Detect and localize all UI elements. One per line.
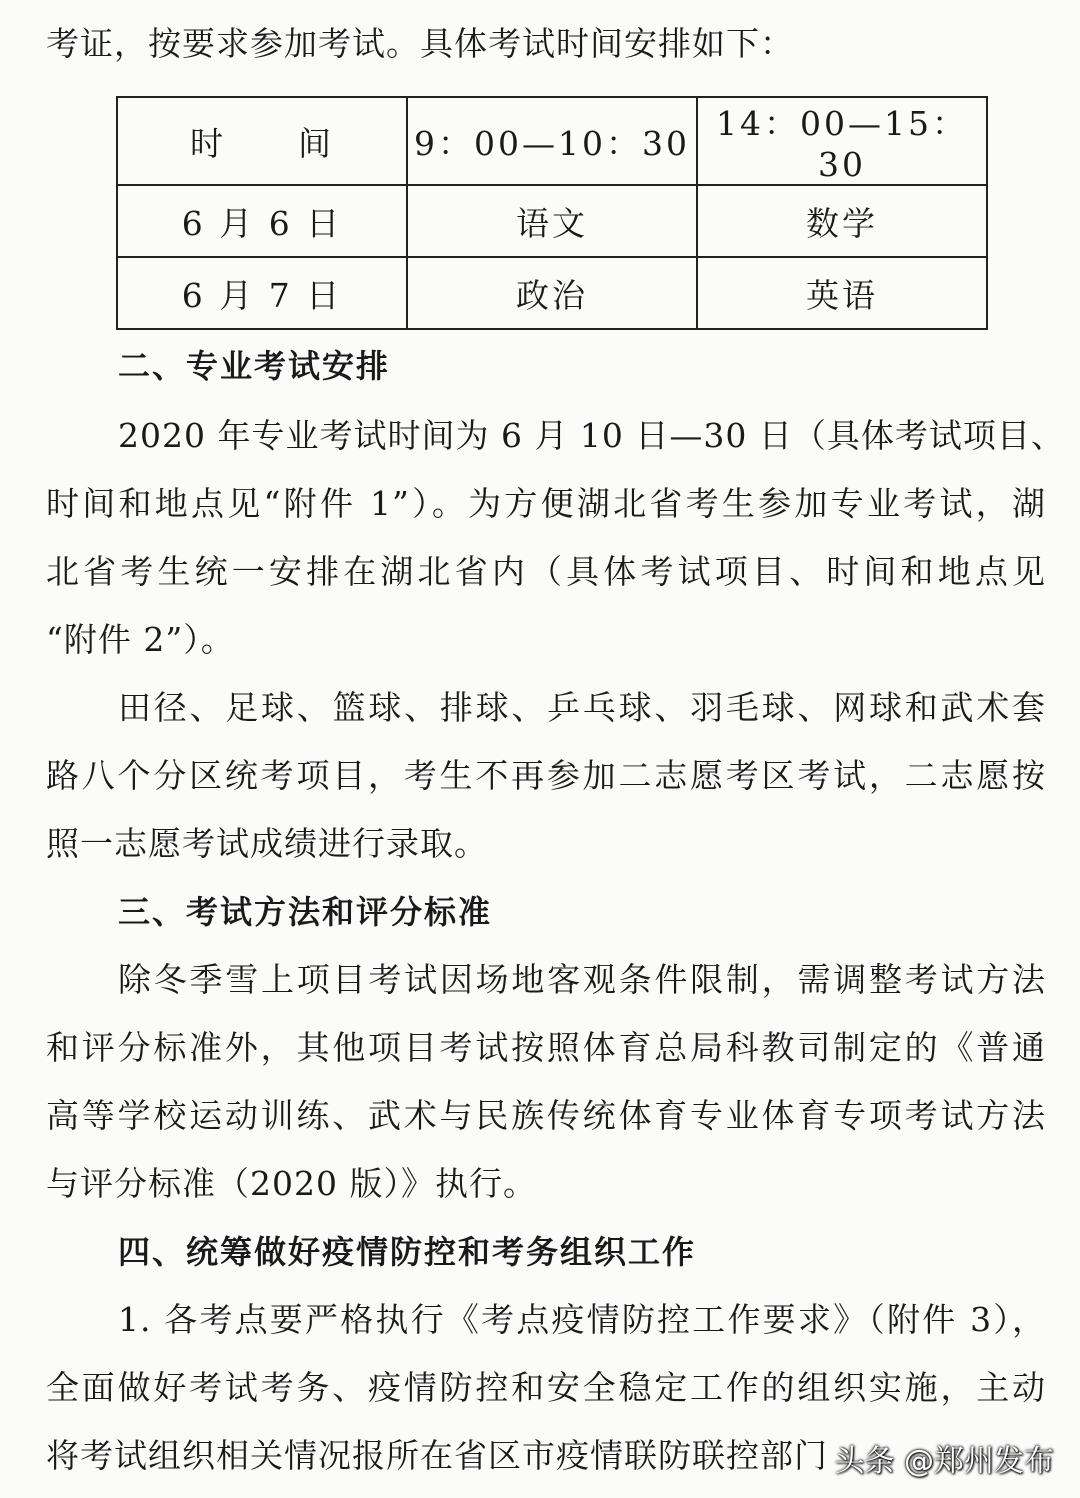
row1-date: 6 月 6 日 (117, 185, 407, 257)
paragraph-line: 田径、足球、篮球、排球、乒乓球、羽毛球、网球和武术套 (118, 688, 1046, 727)
paragraph-line: 北省考生统一安排在湖北省内（具体考试项目、时间和地点见 (46, 552, 1046, 591)
paragraph-line: 照一志愿考试成绩进行录取。 (46, 824, 488, 863)
row2-morning: 政治 (407, 257, 697, 329)
row2-date: 6 月 7 日 (117, 257, 407, 329)
table-header-row (117, 97, 987, 185)
row1-afternoon: 数学 (697, 185, 987, 257)
section-heading-2: 二、专业考试安排 (118, 347, 391, 385)
exam-schedule-table (116, 96, 988, 330)
paragraph-line: 和评分标准外，其他项目考试按照体育总局科教司制定的《普通 (46, 1028, 1046, 1067)
paragraph-line: 时间和地点见“附件 1”）。为方便湖北省考生参加专业考试，湖 (46, 484, 1046, 523)
paragraph-line: 1. 各考点要严格执行《考点疫情防控工作要求》（附件 3）， (118, 1300, 1046, 1339)
header-morning: 9：00—10：30 (407, 97, 697, 185)
paragraph-line: 全面做好考试考务、疫情防控和安全稳定工作的组织实施，主动 (46, 1368, 1046, 1407)
paragraph-line: 与评分标准（2020 版）》执行。 (46, 1164, 537, 1203)
row1-morning: 语文 (407, 185, 697, 257)
header-time: 时 间 (117, 97, 407, 185)
row2-afternoon: 英语 (697, 257, 987, 329)
watermark: 头条 @郑州发布 (834, 1444, 1054, 1479)
table-row (117, 185, 987, 257)
table-row (117, 257, 987, 329)
paragraph-line: 高等学校运动训练、武术与民族传统体育专业体育专项考试方法 (46, 1096, 1046, 1135)
paragraph-line: 将考试组织相关情况报所在省区市疫情联防联控部门 (46, 1436, 828, 1475)
section-heading-3: 三、考试方法和评分标准 (118, 893, 493, 931)
section-heading-4: 四、统筹做好疫情防控和考务组织工作 (118, 1233, 697, 1271)
paragraph-line: 2020 年专业考试时间为 6 月 10 日—30 日（具体考试项目、 (118, 416, 1065, 455)
intro-line: 考证，按要求参加考试。具体考试时间安排如下： (46, 24, 794, 63)
paragraph-line: 除冬季雪上项目考试因场地客观条件限制，需调整考试方法 (118, 960, 1046, 999)
paragraph-line: “附件 2”）。 (46, 620, 235, 659)
paragraph-line: 路八个分区统考项目，考生不再参加二志愿考区考试，二志愿按 (46, 756, 1046, 795)
header-afternoon: 14：00—15：30 (697, 97, 987, 185)
